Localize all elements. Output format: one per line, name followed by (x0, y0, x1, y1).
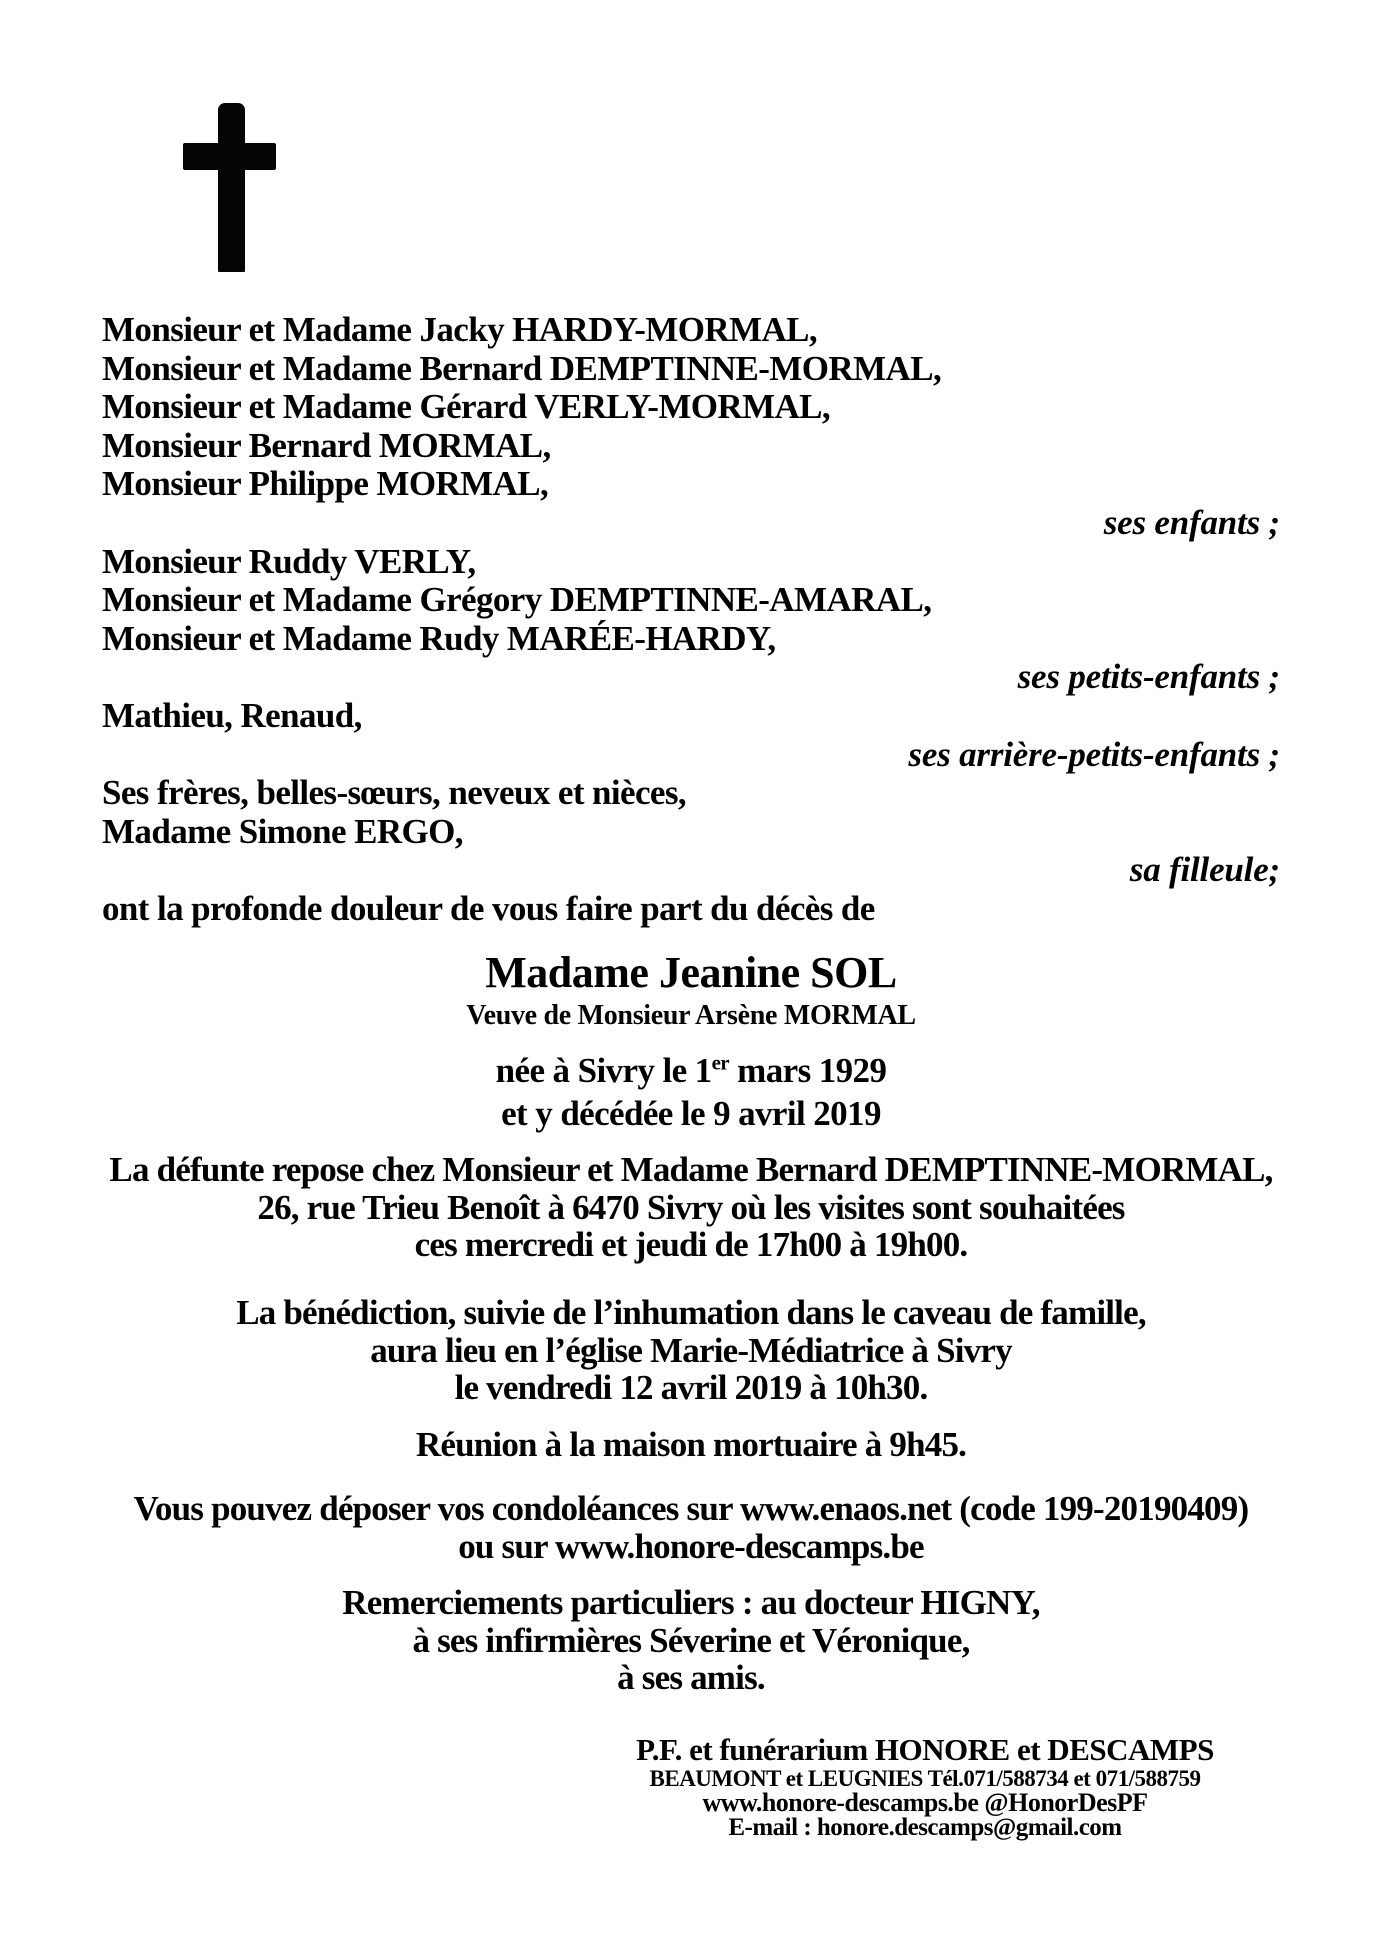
mourner-line: Monsieur et Madame Jacky HARDY-MORMAL, (102, 310, 818, 349)
announcement-line: ont la profonde douleur de vous faire part du décès de (102, 888, 875, 928)
relation-label-grandchildren: ses petits-enfants ; (1017, 657, 1280, 697)
mourner-line: Monsieur Bernard MORMAL, (102, 425, 551, 465)
repose-line: La défunte repose chez Monsieur et Madame Bernard DEMPTINNE-MORMAL, (109, 1150, 1273, 1189)
reunion-line: Réunion à la maison mortuaire à 9h45. (415, 1425, 967, 1464)
paragraph-remerciements (102, 1584, 1280, 1697)
funeral-home-locations-phones: BEAUMONT et LEUGNIES Tél.071/588734 et 071/588759 (649, 1766, 1201, 1791)
paragraph-repose (102, 1151, 1280, 1264)
funeral-home-website: www.honore-descamps.be @HonorDesPF (702, 1788, 1148, 1817)
mourner-line: Ses frères, belles-sœurs, neveux et nièces, (102, 773, 686, 813)
remerciements-line: à ses amis. (617, 1658, 765, 1698)
deceased-widow-of: Veuve de Monsieur Arsène MORMAL (466, 1000, 916, 1031)
mourner-line: Monsieur Philippe MORMAL, (102, 464, 549, 504)
benediction-line: le vendredi 12 avril 2019 à 10h30. (454, 1368, 928, 1408)
remerciements-line: Remerciements particuliers : au docteur HIGNY, (342, 1583, 1040, 1622)
funeral-home-name: P.F. et funérarium HONORE et DESCAMPS (636, 1732, 1214, 1767)
birth-death-block (102, 1049, 1280, 1135)
mourner-line: Monsieur et Madame Gérard VERLY-MORMAL, (102, 387, 831, 427)
paragraph-reunion (102, 1426, 1280, 1464)
ordinal-superscript: er (711, 1050, 730, 1075)
relation-label-great-grandchildren: ses arrière-petits-enfants ; (908, 734, 1280, 774)
death-line: et y décédée le 9 avril 2019 (501, 1094, 881, 1133)
relation-label-goddaughter: sa filleule; (1129, 850, 1280, 890)
mourners-list (102, 311, 1280, 929)
funeral-home-block (630, 1733, 1220, 1840)
paragraph-benediction (102, 1294, 1280, 1407)
mourner-line: Monsieur et Madame Rudy MARÉE-HARDY, (102, 618, 776, 658)
mourner-line: Monsieur et Madame Bernard DEMPTINNE-MORMAL, (102, 348, 942, 388)
benediction-line: aura lieu en l’église Marie-Médiatrice à Sivry (370, 1330, 1012, 1370)
mourner-line: Monsieur Ruddy VERLY, (102, 541, 476, 581)
cross-horizontal-bar (183, 143, 276, 170)
paragraph-condoleances (102, 1490, 1280, 1565)
birth-line: née à Sivry le 1er mars 1929 (495, 1050, 887, 1090)
repose-line: ces mercredi et jeudi de 17h00 à 19h00. (414, 1225, 968, 1265)
condoleances-line: Vous pouvez déposer vos condoléances sur www.enaos.net (code 199-20190409) (133, 1489, 1249, 1528)
relation-label-children: ses enfants ; (1103, 502, 1280, 542)
mourner-line: Monsieur et Madame Grégory DEMPTINNE-AMARAL, (102, 580, 932, 620)
benediction-line: La bénédiction, suivie de l’inhumation dans le caveau de famille, (236, 1293, 1146, 1332)
deceased-name: Madame Jeanine SOL (485, 948, 897, 997)
cross-vertical-bar (218, 103, 245, 272)
funeral-home-email: E-mail : honore.descamps@gmail.com (728, 1814, 1122, 1841)
mourner-line: Mathieu, Renaud, (102, 695, 362, 735)
repose-line: 26, rue Trieu Benoît à 6470 Sivry où les visites sont souhaitées (257, 1187, 1125, 1227)
remerciements-line: à ses infirmières Séverine et Véronique, (412, 1620, 970, 1660)
condoleances-line: ou sur www.honore-descamps.be (458, 1526, 924, 1566)
mourner-line: Madame Simone ERGO, (102, 811, 463, 851)
